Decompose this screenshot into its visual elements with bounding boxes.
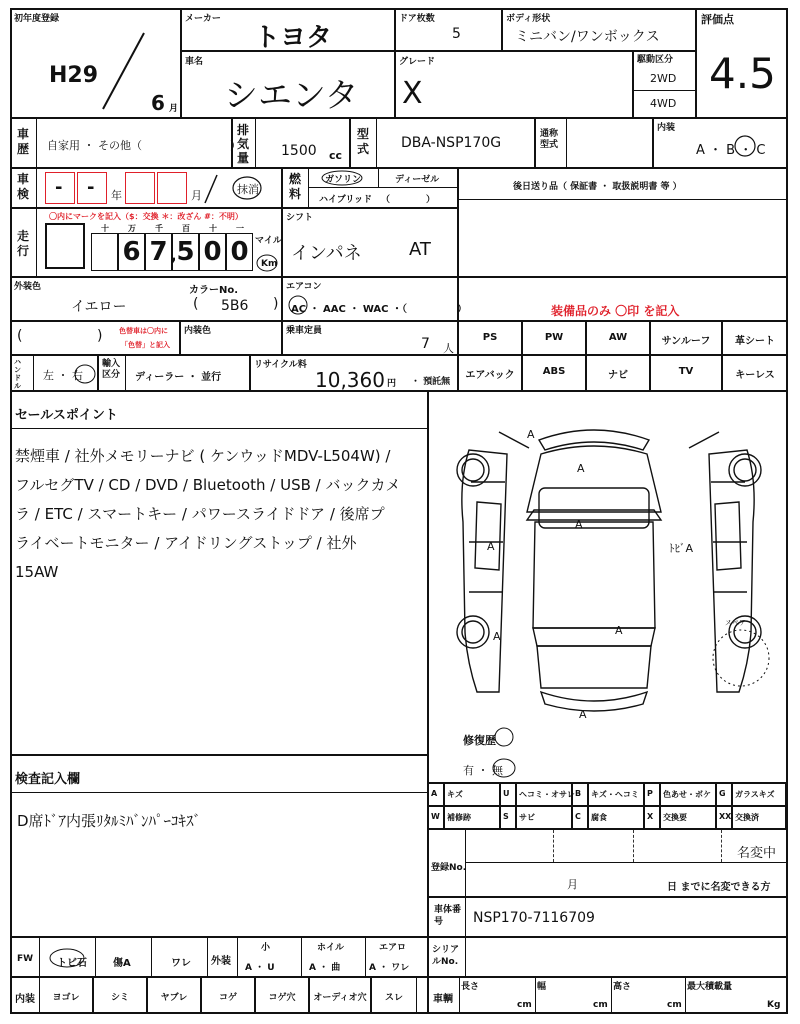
width-label: 幅: [537, 982, 547, 992]
length-label: 長さ: [461, 982, 480, 992]
first-registration-era: H29: [49, 63, 99, 88]
mile-label: マイル: [255, 236, 282, 246]
first-registration-box: [10, 8, 181, 118]
tsusho-box: [535, 118, 653, 168]
damage-mark: A: [577, 462, 585, 475]
interior-item: コゲ: [218, 993, 238, 1003]
length-unit: cm: [517, 1000, 532, 1010]
damage-mark: ﾄﾋﾞA: [669, 542, 694, 555]
odo-unit-label: 十: [209, 224, 217, 233]
interior-grade-circle: [732, 133, 758, 159]
interior-grade-box: [653, 118, 788, 168]
grade-box: [395, 51, 633, 118]
slash-mark: [99, 31, 149, 111]
tsusho-label: 通称型式: [540, 129, 559, 150]
legend-code: C: [575, 812, 581, 821]
equipment-cell: [458, 321, 522, 355]
legend-code: B: [575, 789, 582, 798]
ext-color-label: 外装色: [14, 282, 42, 292]
shift-box: [282, 208, 458, 277]
equipment-label: TV: [678, 366, 694, 377]
capacity-box: [282, 321, 458, 355]
equipment-cell: [650, 321, 722, 355]
ext-color-value: イエロー: [71, 299, 127, 315]
ac-circle: [287, 294, 309, 316]
equipment-label: ナビ: [608, 370, 628, 381]
ac-options: AC ・ AAC ・ WAC ・（ ）: [291, 304, 467, 315]
height-unit: cm: [667, 1000, 682, 1010]
grade-label: グレード: [399, 57, 436, 67]
ac-label: エアコン: [286, 282, 322, 292]
legend-desc: サビ: [519, 813, 535, 822]
body-type-value: ミニバン/ワンボックス: [515, 29, 660, 45]
equipment-label: PW: [544, 332, 564, 343]
vin-value: NSP170-7116709: [473, 910, 595, 926]
recycle-label: リサイクル料: [254, 360, 307, 370]
docs-label: 後日送り品（ 保証書 ・ 取扱説明書 等 ）: [513, 182, 682, 192]
serial-label: シリアルNo.: [432, 945, 460, 967]
damage-mark: A: [579, 708, 587, 721]
model-value: DBA-NSP170G: [401, 135, 502, 151]
equipment-cell: [586, 321, 650, 355]
int-color-box: [180, 321, 282, 355]
repair-circle: [493, 726, 515, 748]
interior-row-label: 内装: [15, 994, 35, 1005]
registration-box: [428, 829, 788, 897]
dash-2: -: [87, 177, 95, 198]
history-box: [10, 118, 241, 168]
equipment-label: PS: [482, 332, 498, 343]
import-label: 輸入区分: [102, 359, 121, 380]
color-change-paren-r: ): [97, 328, 103, 344]
odo-unit-label: 十: [101, 224, 109, 233]
import-options: ディーラー ・ 並行: [135, 372, 222, 383]
recycle-amount: 10,360: [315, 368, 385, 392]
interior-item: シミ: [110, 993, 130, 1003]
odo-unit-label: 百: [182, 224, 190, 233]
legend-code: G: [719, 789, 726, 798]
shift-label: シフト: [286, 213, 314, 223]
odo-unit-label: 一: [236, 224, 244, 233]
equipment-label: サンルーフ: [661, 336, 711, 347]
color-change-note-1: 色替車は〇内に: [119, 327, 168, 335]
vin-label: 車体番号: [434, 905, 462, 927]
legend-desc: 色あせ・ボケ: [663, 790, 711, 799]
grade-value: X: [402, 76, 423, 111]
color-change-note-2: 「色替」と記入: [121, 341, 170, 349]
fuel-hybrid: ハイブリッド: [319, 195, 373, 205]
mileage-label: 走行: [17, 229, 30, 258]
doors-box: [395, 8, 502, 51]
damage-diagram-box: [428, 391, 788, 783]
fuel-hybrid-paren: （ ）: [381, 195, 436, 205]
model-box: [350, 118, 535, 168]
body-type-box: [502, 8, 696, 51]
mileage-note: 〇内にマークを記入（$：交換 ＊：改ざん #：不明）: [49, 212, 243, 221]
aero-options: A ・ ワレ: [369, 963, 410, 973]
equipment-cell: [522, 355, 586, 391]
legend-desc: 交換済: [735, 813, 759, 822]
sales-point-text: [15, 442, 401, 587]
wheel-label: ホイル: [317, 943, 345, 953]
recycle-box: [250, 355, 458, 391]
mileage-box: [10, 208, 282, 277]
interior-grade-options: A ・ B ・ C: [696, 143, 766, 158]
repair-history-label: 修復歴: [463, 734, 496, 747]
damage-mark: A: [615, 624, 623, 637]
registration-label: 登録No.: [431, 863, 467, 873]
odo-unit-label: 千: [155, 224, 163, 233]
score-value: 4.5: [709, 49, 776, 98]
month-unit-inspection: 月: [191, 189, 202, 202]
damage-mark: A: [487, 540, 495, 553]
fw-label: FW: [17, 954, 34, 964]
equipment-cell: [522, 321, 586, 355]
repair-history-options: 有 ・ 無: [463, 764, 503, 777]
legend-desc: キズ・ヘコミ: [591, 790, 639, 799]
fw-item-0: トビ石: [57, 958, 87, 969]
history-label: 車歴: [17, 127, 30, 156]
equipment-label: 革シート: [735, 336, 775, 347]
odo-digit: 5: [172, 233, 199, 271]
equipment-label: ABS: [542, 366, 566, 377]
damage-mark: A: [493, 630, 501, 643]
dash-1: -: [55, 177, 63, 198]
equipment-cell: [722, 321, 788, 355]
gasoline-circle: [317, 169, 367, 187]
sales-point-box: [10, 391, 428, 755]
odo-comma: ,: [170, 245, 177, 266]
legend-code: P: [647, 789, 653, 798]
shift-type: AT: [409, 239, 431, 260]
model-label: 型式: [357, 127, 370, 156]
name-change-label: 名変中: [737, 846, 777, 861]
odo-digit: 6: [118, 233, 145, 271]
cc-unit: cc: [329, 149, 343, 162]
inspection-box: [10, 168, 282, 208]
displacement-box: [232, 118, 350, 168]
legend-desc: ヘコミ・オサレ: [519, 790, 575, 799]
docs-box: [458, 168, 788, 277]
fuel-box: [282, 168, 458, 208]
fw-chip-circle: [47, 946, 87, 970]
small-options: A ・ U: [245, 963, 275, 973]
equipment-label: エアバック: [465, 370, 515, 381]
legend-desc: ガラスキズ: [735, 790, 775, 799]
odo-digit: [91, 233, 118, 271]
equipment-cell: [586, 355, 650, 391]
no-repair-circle: [491, 756, 517, 780]
height-label: 高さ: [613, 982, 632, 992]
max-load-unit: Kg: [767, 1000, 781, 1010]
inspection-notes-text: D席ﾄﾞｱ内張ﾘﾀﾙﾐﾊﾞﾝﾊﾟｰｺｷｽﾞ: [17, 812, 202, 830]
aero-label: エアロ: [379, 943, 407, 953]
legend-code: X: [647, 812, 654, 821]
odo-digit: 0: [226, 233, 253, 271]
history-value: 自家用 ・ その他（ ）: [47, 139, 241, 152]
displacement-value: 1500: [281, 143, 317, 159]
equipment-cell: [650, 355, 722, 391]
car-name-box: [181, 51, 395, 118]
serial-box: [428, 937, 788, 977]
maker-value: トヨタ: [254, 23, 333, 53]
interior-item: コゲ穴: [268, 993, 296, 1003]
doors-label: ドア枚数: [399, 14, 435, 24]
drive-2wd: 2WD: [650, 72, 677, 85]
equipment-label: キーレス: [735, 370, 775, 381]
fw-item-2: ワレ: [171, 958, 191, 969]
sales-point-line: ライベートモニター / アイドリングストップ / 社外: [15, 534, 357, 552]
inspection-notes-box: [10, 755, 428, 937]
first-registration-label: 初年度登録: [14, 14, 60, 24]
doors-value: 5: [452, 26, 461, 42]
color-no-label: カラーNo.: [189, 285, 239, 296]
registration-day-text: 日 までに名変できる方: [667, 882, 771, 893]
vin-box: [428, 897, 788, 937]
fuel-diesel: ディーゼル: [395, 175, 440, 185]
sales-point-line: 禁煙車 / 社外メモリーナビ ( ケンウッドMDV-L504W) /: [15, 447, 391, 465]
equipment-cell: [722, 355, 788, 391]
sales-point-line: 15AW: [15, 563, 59, 581]
size-box: [428, 977, 788, 1014]
max-load-label: 最大積載量: [687, 982, 733, 992]
displacement-label: 排気量: [237, 123, 250, 165]
interior-row: [10, 977, 428, 1014]
small-label: 小: [261, 943, 271, 953]
handle-circle: [73, 362, 97, 386]
legend-code: XX: [719, 812, 732, 821]
interior-item: スレ: [384, 993, 404, 1003]
score-box: [696, 8, 788, 118]
year-unit: 年: [111, 189, 122, 202]
car-name-label: 車名: [185, 57, 204, 67]
legend-desc: 補修跡: [447, 813, 471, 822]
legend-code: S: [503, 812, 509, 821]
odo-circle-box: [45, 223, 85, 269]
month-unit: 月: [169, 104, 179, 114]
inspection-notes-title: 検査記入欄: [15, 772, 81, 787]
fw-row: [10, 937, 428, 977]
ac-box: [282, 277, 467, 321]
sales-point-line: フルセグTV / CD / DVD / Bluetooth / USB / バックカメ: [15, 476, 401, 494]
capacity-value: 7: [421, 336, 430, 352]
shift-position: インパネ: [291, 243, 362, 264]
odo-digit: 0: [199, 233, 226, 271]
legend-code: W: [431, 812, 440, 821]
legend-code: A: [431, 789, 438, 798]
int-color-label: 内装色: [184, 326, 212, 336]
inspection-label: 車検: [17, 172, 30, 201]
legend-desc: 交換要: [663, 813, 687, 822]
capacity-unit: 人: [443, 342, 454, 355]
ext-color-box: [10, 277, 282, 321]
handle-label: ハンドル: [14, 358, 21, 390]
legend-code: U: [503, 789, 510, 798]
fuel-gasoline: ガソリン: [325, 175, 362, 185]
odo-unit-label: 万: [128, 224, 136, 233]
interior-grade-label: 内装: [657, 123, 676, 133]
sales-point-line: ラ / ETC / スマートキー / パワースライドドア / 後席プ: [15, 505, 385, 523]
car-name-value: シエンタ: [224, 76, 359, 116]
legend-desc: キズ: [447, 790, 463, 799]
score-label: 評価点: [701, 13, 734, 26]
fw-item-1: 傷A: [113, 958, 131, 969]
equip-header: 装備品のみ 〇印 を記入: [551, 304, 680, 318]
handle-options: 左 ・ 右: [43, 369, 83, 382]
damage-mark: A: [527, 428, 535, 441]
color-change-paren-l: (: [17, 328, 23, 344]
registration-month: 月: [567, 878, 578, 891]
size-label: 車輌: [433, 994, 453, 1005]
import-box: [98, 355, 250, 391]
odo-digit: 7: [145, 233, 172, 271]
exterior-label: 外装: [211, 956, 231, 967]
interior-item: オーディオ穴: [313, 993, 367, 1003]
unexpired-circle: [229, 173, 265, 203]
equip-header-box: [458, 277, 788, 321]
body-type-label: ボディ形状: [506, 14, 551, 24]
drive-4wd: 4WD: [650, 97, 677, 110]
maker-box: [181, 8, 395, 51]
damage-mark: A: [575, 518, 583, 531]
legend-desc: 腐食: [591, 813, 607, 822]
color-no-paren-l: (: [193, 296, 199, 312]
drive-box: [633, 51, 696, 118]
inspection-month-box-1: [125, 172, 155, 204]
equipment-label: AW: [608, 332, 628, 343]
width-unit: cm: [593, 1000, 608, 1010]
km-label: Km: [261, 259, 278, 269]
capacity-label: 乗車定員: [286, 326, 323, 336]
car-diagram: [429, 392, 787, 782]
inspection-month-box-2: [157, 172, 187, 204]
interior-item: ヤブレ: [160, 993, 188, 1003]
fuel-label: 燃料: [289, 172, 302, 201]
drive-label: 駆動区分: [637, 55, 674, 65]
handle-box: [10, 355, 98, 391]
first-registration-month: 6: [151, 91, 165, 115]
deposit-label: ・ 預託無: [411, 377, 451, 387]
spare-label: スペア: [725, 619, 746, 627]
slash-mark-2: [201, 173, 221, 205]
color-change-box: [10, 321, 180, 355]
sales-point-title: セールスポイント: [15, 408, 118, 423]
km-circle: [255, 253, 279, 273]
unexpired-label: 抹消: [237, 183, 259, 196]
interior-item: ヨゴレ: [52, 993, 80, 1003]
maker-label: メーカー: [185, 14, 221, 24]
wheel-options: A ・ 曲: [309, 963, 341, 973]
color-no-paren-r: ): [273, 296, 279, 312]
yen-unit: 円: [387, 379, 397, 389]
color-no-value: 5B6: [221, 298, 249, 314]
equipment-cell: [458, 355, 522, 391]
